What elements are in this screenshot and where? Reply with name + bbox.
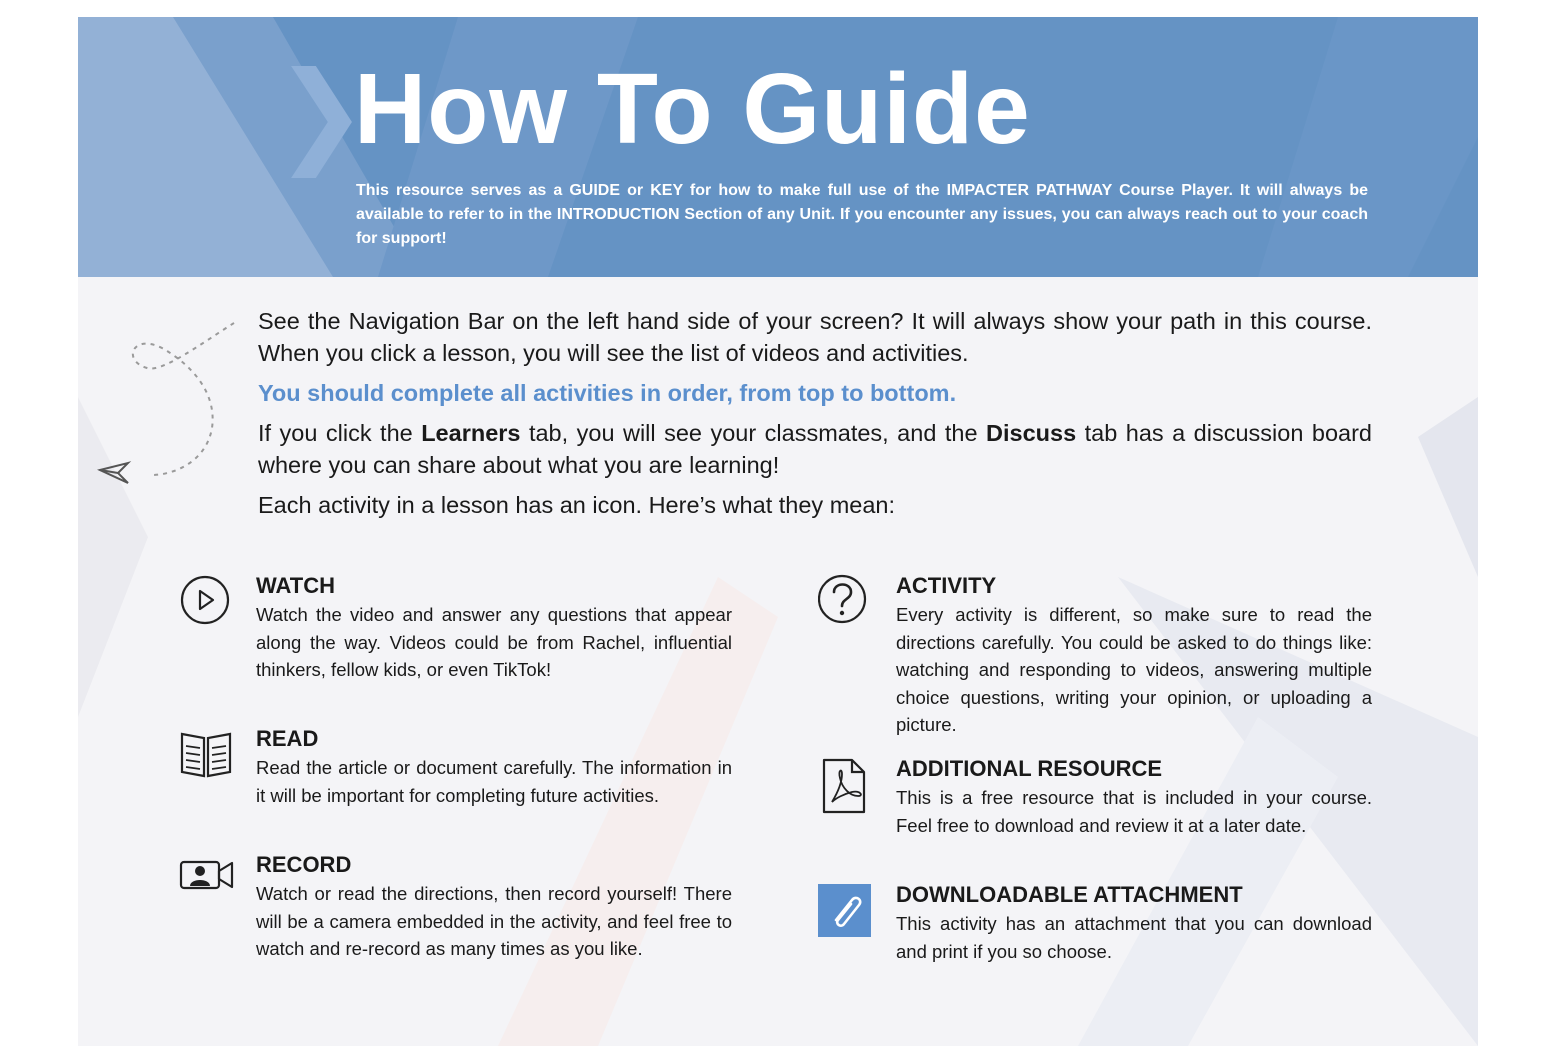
- activity-description: Every activity is different, so make sure to read the directions carefully. You could be asked to do things like: watching and responding to videos, answering multiple choice questions, writing your opinion, or uploading a picture.: [896, 604, 1372, 735]
- watch-title: WATCH: [256, 573, 336, 598]
- paper-plane-icon: [92, 313, 272, 493]
- read-description: Read the article or document carefully. The information in it will be important for completing future activities.: [256, 757, 732, 806]
- read-title: READ: [256, 726, 319, 751]
- attachment-description: This activity has an attachment that you can download and print if you so choose.: [896, 913, 1372, 962]
- page-title: How To Guide: [354, 53, 1031, 165]
- play-icon: [178, 573, 236, 631]
- paperclip-icon: [818, 882, 876, 940]
- tabs-text-3: tab has a discussion board where you can share about what you are learning!: [258, 420, 1372, 478]
- record-title: RECORD: [256, 852, 352, 877]
- tabs-text-2: tab, you will see your classmates, and the: [520, 420, 987, 446]
- discuss-tab-label: Discuss: [986, 420, 1077, 446]
- order-instruction: You should complete all activities in order, from top to bottom.: [258, 380, 957, 406]
- resource-description: This is a free resource that is included in your course. Feel free to download and review it at a later date.: [896, 787, 1372, 836]
- icons-intro: Each activity in a lesson has an icon. Here’s what they mean:: [258, 492, 896, 518]
- chevron-right-icon: ❯: [274, 48, 368, 178]
- resource-title: ADDITIONAL RESOURCE: [896, 756, 1163, 781]
- tabs-paragraph: [258, 417, 1372, 481]
- tabs-text-1: If you click the: [258, 420, 422, 446]
- question-icon: [818, 573, 876, 631]
- learners-tab-label: Learners: [421, 420, 521, 446]
- book-icon: [178, 726, 236, 784]
- video-camera-icon: [178, 852, 236, 910]
- intro-text: This resource serves as a GUIDE or KEY for how to make full use of the IMPACTER PATHWAY Course Player. It will always be available to refer to in the INTRODUCTION Section of any Unit. If you encounter any issues, you can always reach out to your coach for support!: [356, 182, 1368, 247]
- guide-page: [78, 17, 1478, 1046]
- pdf-icon: [818, 756, 876, 814]
- header-banner: [78, 17, 1478, 277]
- navigation-paragraph: See the Navigation Bar on the left hand side of your screen? It will always show your path in this course. When you click a lesson, you will see the list of videos and activities.: [258, 308, 1372, 366]
- watch-description: Watch the video and answer any questions that appear along the way. Videos could be from Rachel, influential thinkers, fellow kids, or even TikTok!: [256, 604, 732, 680]
- attachment-title: DOWNLOADABLE ATTACHMENT: [896, 882, 1243, 907]
- body-text: [258, 305, 1372, 529]
- activity-title: ACTIVITY: [896, 573, 997, 598]
- record-description: Watch or read the directions, then record yourself! There will be a camera embedded in the activity, and feel free to watch and re-record as many times as you like.: [256, 883, 732, 959]
